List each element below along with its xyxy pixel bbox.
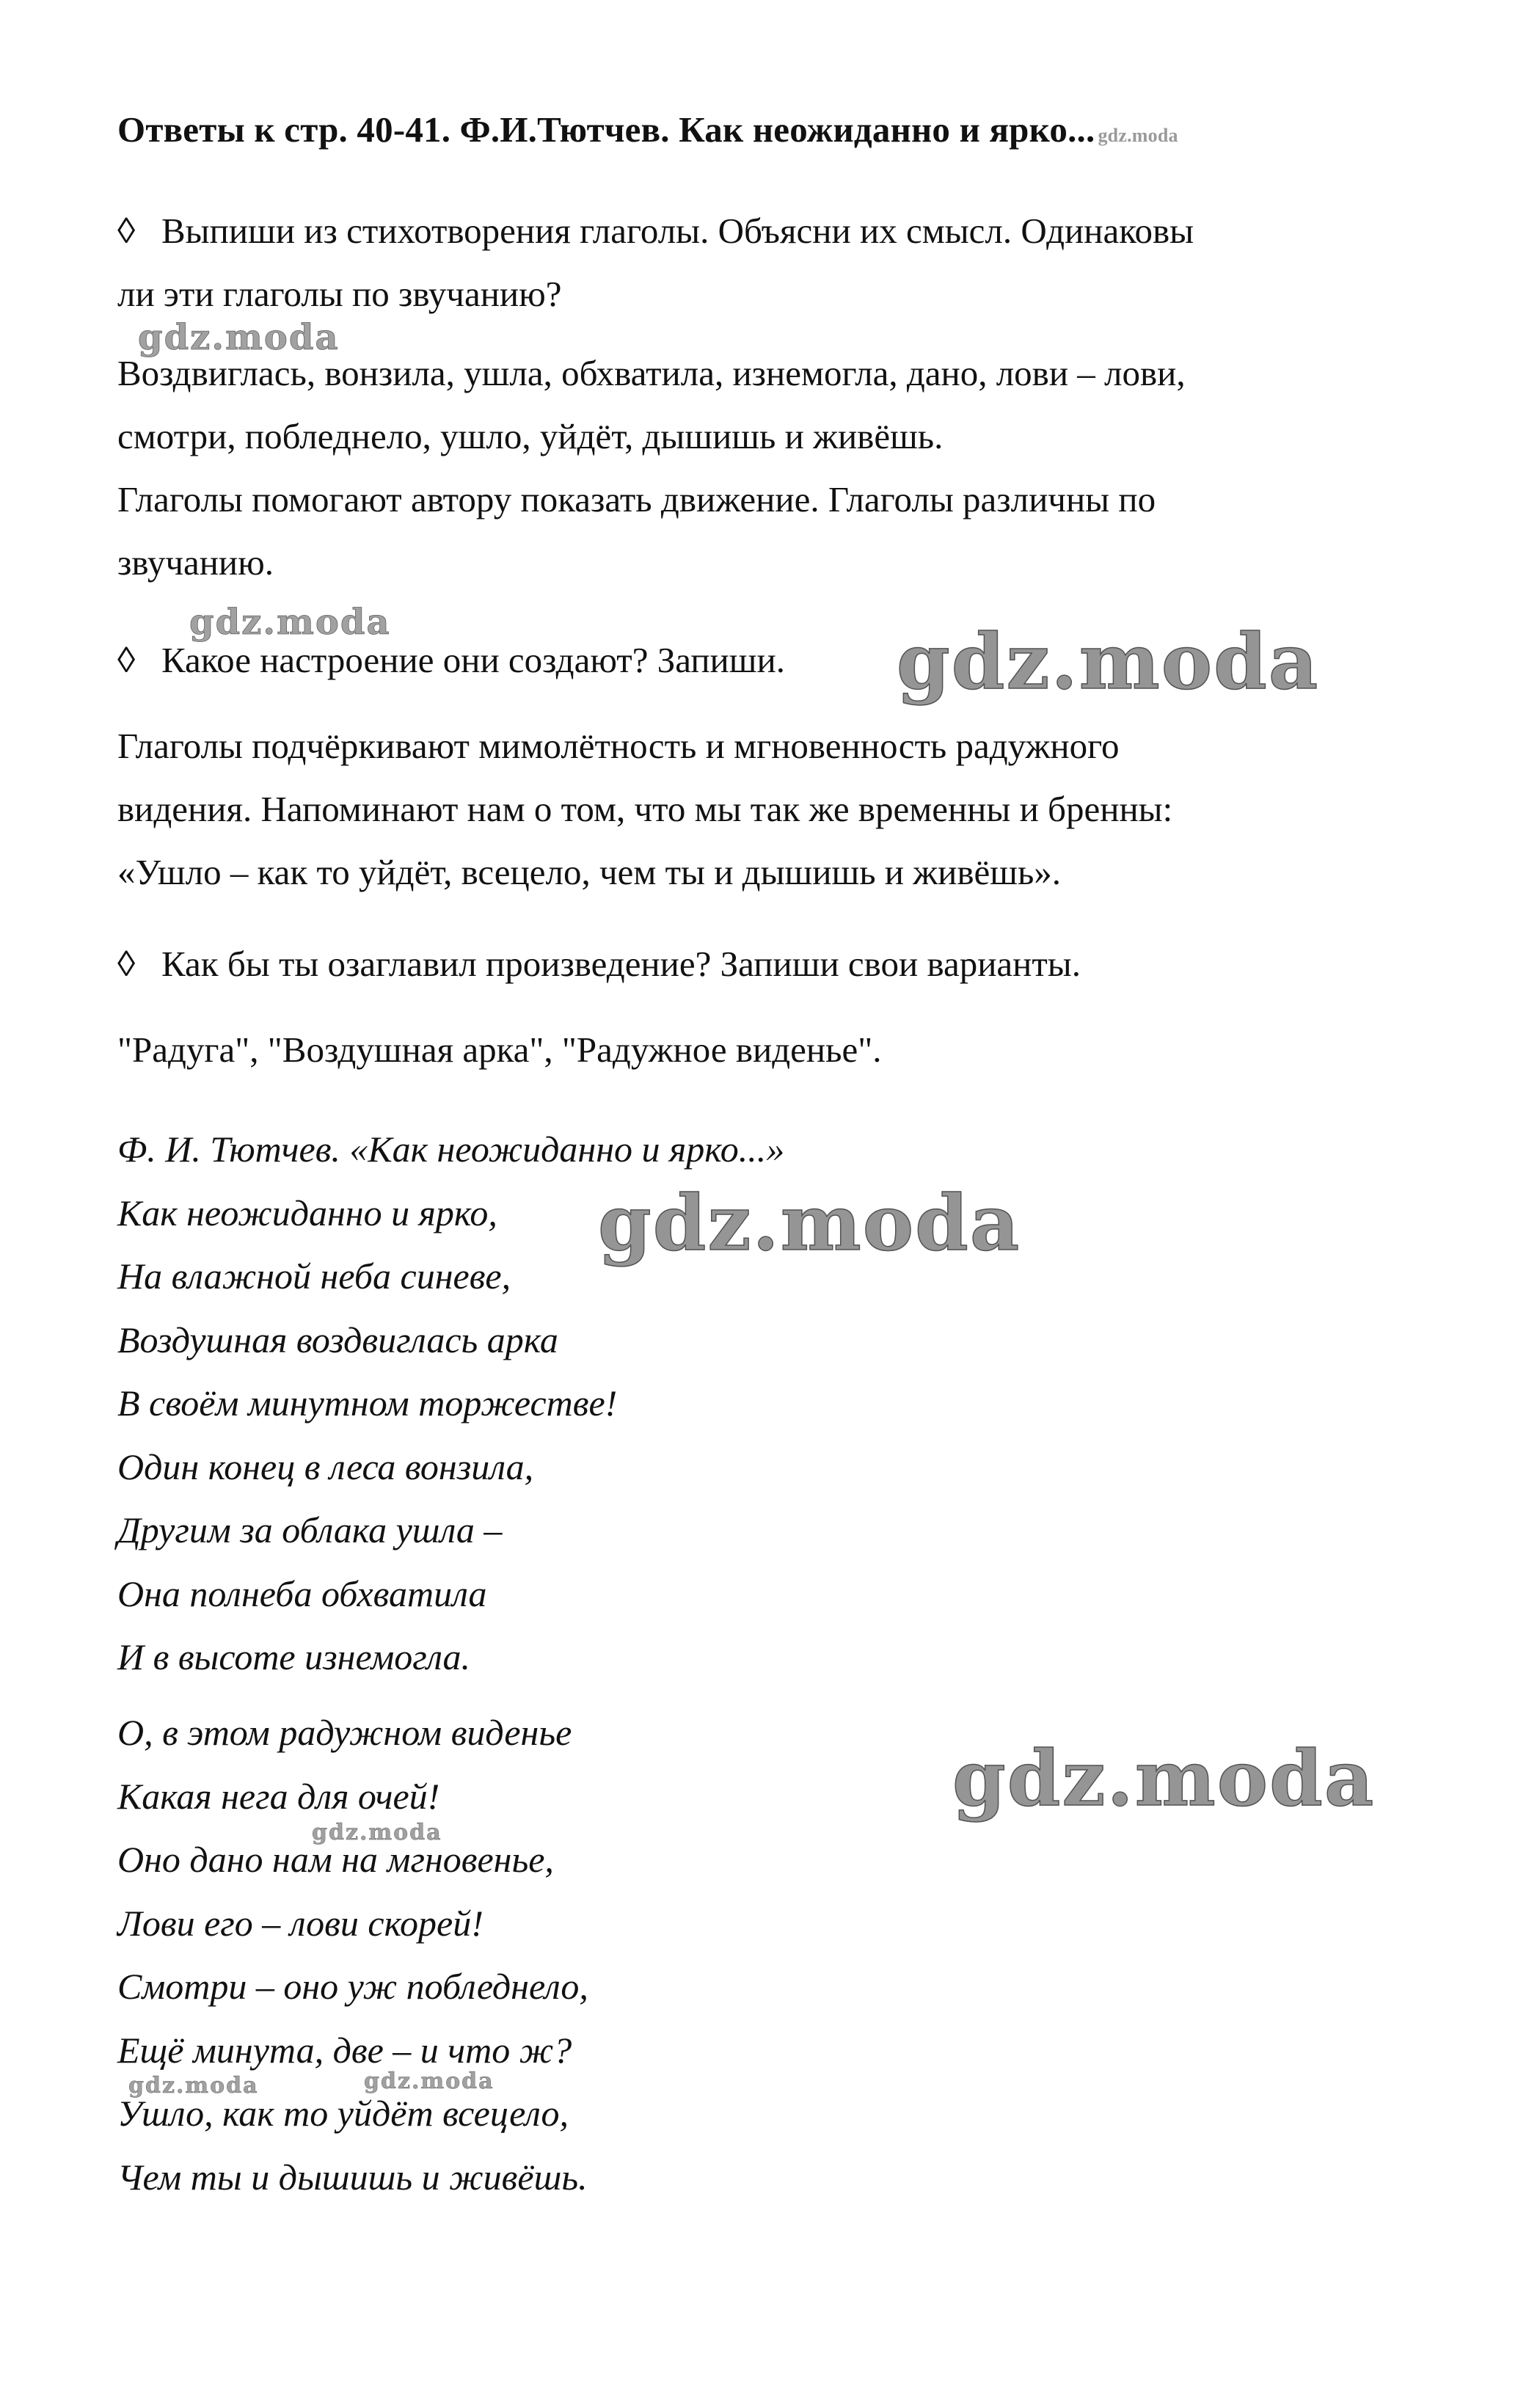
- watermark: gdz.moda: [138, 317, 340, 358]
- poem-line: Какая нега для очей!: [117, 1775, 440, 1817]
- poem-heading: Ф. И. Тютчев. «Как неожиданно и ярко...»: [117, 1129, 785, 1170]
- answer-1-line-1: Воздвиглась, вонзила, ушла, обхватила, изнемогла, дано, лови – лови,: [117, 353, 1186, 393]
- answer-2-line-3: «Ушло – как то уйдёт, всецело, чем ты и дышишь и живёшь».: [117, 852, 1062, 892]
- answer-2: [117, 715, 1431, 904]
- question-1-line-1: [117, 200, 1423, 263]
- poem-line: Один конец в леса вонзила,: [117, 1446, 534, 1487]
- watermark: gdz.moda: [312, 1820, 442, 1845]
- answer-1-line-2: смотри, побледнело, ушло, уйдёт, дышишь и живёшь.: [117, 416, 944, 456]
- watermark: gdz.moda: [128, 2073, 259, 2099]
- poem-line: Оно дано нам на мгновенье,: [117, 1839, 554, 1880]
- watermark: gdz.moda: [952, 1733, 1376, 1823]
- poem-line: Смотри – оно уж побледнело,: [117, 1966, 588, 2007]
- page-title: [117, 109, 1178, 150]
- question-3-line: [117, 933, 1423, 996]
- diamond-bullet-icon: ◊: [117, 944, 136, 984]
- watermark: gdz.moda: [189, 602, 391, 643]
- question-1: [117, 200, 1423, 326]
- poem-line: Как неожиданно и ярко,: [117, 1192, 497, 1233]
- answer-3-line: "Радуга", "Воздушная арка", "Радужное виденье".: [117, 1029, 882, 1070]
- question-1-text-1: Выпиши из стихотворения глаголы. Объясни их смысл. Одинаковы: [161, 211, 1194, 251]
- page-title-text: Ответы к стр. 40-41. Ф.И.Тютчев. Как неожиданно и ярко...: [117, 109, 1095, 150]
- poem-line: Ещё минута, две – и что ж?: [117, 2029, 572, 2071]
- poem-line: О, в этом радужном виденье: [117, 1712, 572, 1753]
- poem-line: Чем ты и дышишь и живёшь.: [117, 2156, 588, 2198]
- watermark: gdz.moda: [598, 1178, 1021, 1268]
- question-2-text: Какое настроение они создают? Запиши.: [161, 640, 785, 680]
- poem-line: Ушло, как то уйдёт всецело,: [117, 2093, 569, 2134]
- poem-line: Она полнеба обхватила: [117, 1572, 487, 1614]
- poem-stanza-2: [117, 1701, 588, 2209]
- poem-line: В своём минутном торжестве!: [117, 1382, 618, 1424]
- poem-line: И в высоте изнемогла.: [117, 1636, 471, 1677]
- poem-line: На влажной неба синеве,: [117, 1255, 511, 1297]
- answer-3: [117, 1018, 1431, 1082]
- watermark: gdz.moda: [364, 2068, 495, 2094]
- answer-1-line-3: Глаголы помогают автору показать движение. Глаголы различны по: [117, 479, 1156, 520]
- question-3-text: Как бы ты озаглавил произведение? Запиши свои варианты.: [161, 944, 1081, 984]
- answer-2-line-2: видения. Напоминают нам о том, что мы так же временны и бренны:: [117, 789, 1173, 829]
- watermark-inline: gdz.moda: [1098, 125, 1178, 146]
- diamond-bullet-icon: ◊: [117, 640, 136, 680]
- answer-2-line-1: Глаголы подчёркивают мимолётность и мгновенность радужного: [117, 726, 1120, 766]
- diamond-bullet-icon: ◊: [117, 211, 136, 251]
- poem-line: Лови его – лови скорей!: [117, 1902, 483, 1944]
- question-1-line-2: ли эти глаголы по звучанию?: [117, 274, 562, 314]
- answer-1-line-4: звучанию.: [117, 542, 274, 583]
- question-3: [117, 933, 1423, 996]
- watermark: gdz.moda: [897, 616, 1320, 707]
- answer-1: [117, 342, 1431, 594]
- poem-line: Другим за облака ушла –: [117, 1509, 503, 1550]
- poem-line: Воздушная воздвиглась арка: [117, 1319, 558, 1360]
